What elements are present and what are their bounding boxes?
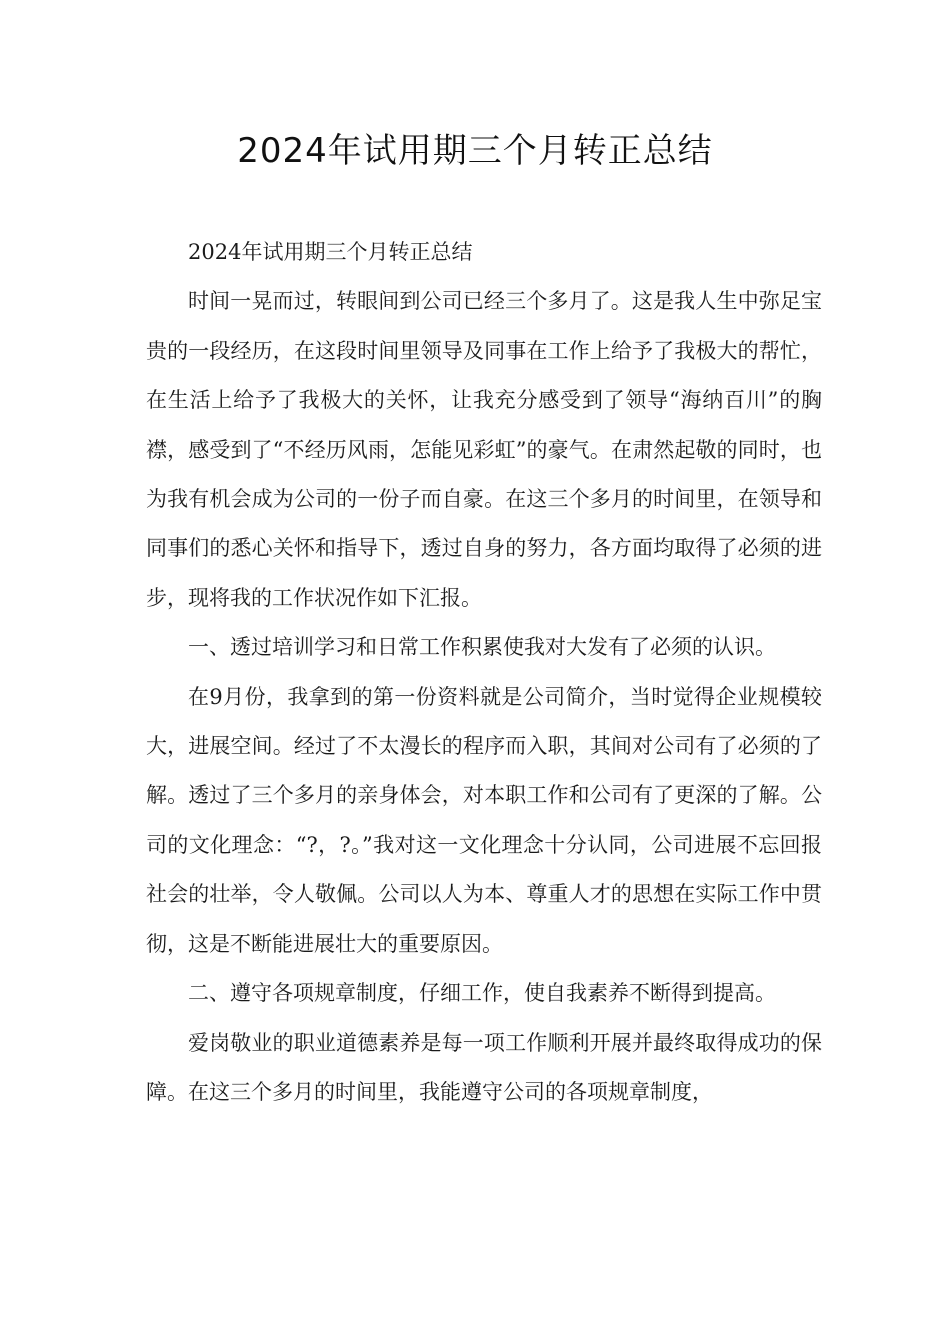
paragraph-heading-1: 一、透过培训学习和日常工作积累使我对大发有了必须的认识。 (188, 635, 776, 660)
paragraph-subtitle: 2024年试用期三个月转正总结 (188, 240, 473, 264)
paragraph-section-2: 爱岗敬业的职业道德素养是每一项工作顺利开展并最终取得成功的保障。在这三个多月的时间里，我能遵守公司的各项规章制度， (146, 1030, 822, 1104)
paragraph-section-1: 在9月份，我拿到的第一份资料就是公司简介，当时觉得企业规模较大，进展空间。经过了不太漫长的程序而入职，其间对公司有了必须的了解。透过了三个多月的亲身体会，对本职工作和公司有了更深的了解。公司的文化理念：“?，?。”我对这一文化理念十分认同，公司进展不忘回报社会的壮举，令人敬佩。公司以人为本、尊重人才的思想在实际工作中贯彻，这是不断能进展壮大的重要原因。 (146, 684, 822, 956)
paragraph-heading-2: 二、遵守各项规章制度，仔细工作，使自我素养不断得到提高。 (188, 981, 776, 1006)
document-title: 2024年试用期三个月转正总结 (237, 131, 713, 171)
paragraph-intro: 时间一晃而过，转眼间到公司已经三个多月了。这是我人生中弥足宝贵的一段经历，在这段时间里领导及同事在工作上给予了我极大的帮忙，在生活上给予了我极大的关怀，让我充分感受到了领导“海纳百川”的胸襟，感受到了“不经历风雨，怎能见彩虹”的豪气。在肃然起敬的同时，也为我有机会成为公司的一份子而自豪。在这三个多月的时间里，在领导和同事们的悉心关怀和指导下，透过自身的努力，各方面均取得了必须的进步，现将我的工作状况作如下汇报。 (146, 289, 822, 610)
document-body (146, 228, 822, 1117)
